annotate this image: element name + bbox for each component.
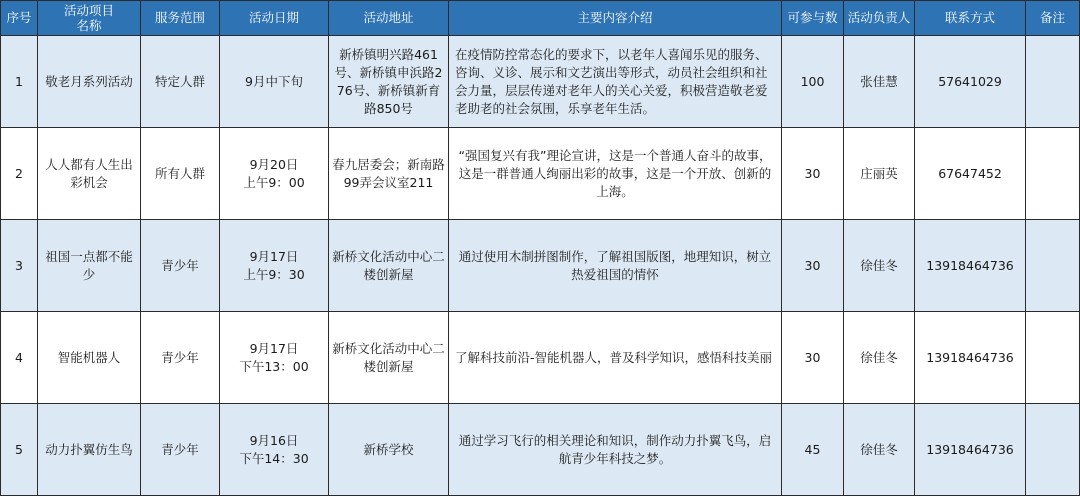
cell-scope: 特定人群 [141,36,220,128]
cell-date [220,36,329,128]
cell-seq: 5 [1,404,38,496]
cell-note [1026,404,1080,496]
cell-address: 新桥文化活动中心二楼创新屋 [329,312,449,404]
cell-date-line2: 上午9：00 [243,174,305,190]
cell-name: 人人都有人生出彩机会 [38,128,141,220]
header-content: 主要内容介绍 [449,1,782,36]
cell-date-line1: 9月17日 [249,248,299,264]
cell-address: 新桥文化活动中心二楼创新屋 [329,220,449,312]
cell-contact: 57641029 [915,36,1026,128]
header-name-line2: 名称 [76,18,102,33]
cell-address: 春九居委会；新南路99弄会议室211 [329,128,449,220]
cell-address: 新桥学校 [329,404,449,496]
header-name [38,1,141,36]
cell-date-line2: 上午9：30 [243,266,305,282]
header-name-line1: 活动项目 [63,3,114,18]
cell-date [220,128,329,220]
cell-content [449,220,782,312]
cell-content [449,128,782,220]
cell-date-line1: 9月20日 [249,156,299,172]
cell-seq: 1 [1,36,38,128]
cell-leader: 张佳慧 [844,36,915,128]
header-capacity: 可参与数 [782,1,844,36]
cell-note [1026,36,1080,128]
cell-content-text: 通过学习飞行的相关理论和知识，制作动力扑翼飞鸟，启航青少年科技之梦。 [458,432,772,466]
cell-date [220,312,329,404]
cell-name: 智能机器人 [38,312,141,404]
cell-note [1026,128,1080,220]
cell-date-line2: 下午14：30 [239,450,309,466]
cell-note [1026,312,1080,404]
cell-contact: 13918464736 [915,220,1026,312]
cell-leader: 徐佳冬 [844,220,915,312]
cell-seq: 3 [1,220,38,312]
cell-scope: 青少年 [141,404,220,496]
cell-leader: 徐佳冬 [844,404,915,496]
header-seq: 序号 [1,1,38,36]
cell-capacity: 45 [782,404,844,496]
cell-contact: 67647452 [915,128,1026,220]
header-row [1,1,1080,36]
cell-content-text: “强国复兴有我”理论宣讲，这是一个普通人奋斗的故事，这是一群普通人绚丽出彩的故事，这是一个开放、创新的上海。 [458,147,772,199]
cell-content: 了解科技前沿-智能机器人，普及科学知识，感悟科技美丽 [449,312,782,404]
cell-contact: 13918464736 [915,312,1026,404]
cell-date-line2: 下午13：00 [239,358,309,374]
cell-note [1026,220,1080,312]
cell-capacity: 30 [782,312,844,404]
cell-name: 敬老月系列活动 [38,36,141,128]
table-row [1,220,1080,312]
header-leader: 活动负责人 [844,1,915,36]
cell-content-text: 通过使用木制拼图制作，了解祖国版图，地理知识，树立热爱祖国的情怀 [458,248,772,282]
cell-name: 祖国一点都不能少 [38,220,141,312]
table-row [1,36,1080,128]
cell-content [449,404,782,496]
cell-seq: 4 [1,312,38,404]
cell-leader: 庄丽英 [844,128,915,220]
cell-date [220,220,329,312]
table-row [1,404,1080,496]
header-contact: 联系方式 [915,1,1026,36]
header-date: 活动日期 [220,1,329,36]
cell-content: 在疫情防控常态化的要求下，以老年人喜闻乐见的服务、咨询、义诊、展示和文艺演出等形式，动员社会组织和社会力量，层层传递对老年人的关心关爱，积极营造敬老爱老助老的社会氛围，乐享老年生活。 [449,36,782,128]
cell-contact: 13918464736 [915,404,1026,496]
table-row [1,128,1080,220]
cell-scope: 所有人群 [141,128,220,220]
cell-capacity: 30 [782,220,844,312]
cell-scope: 青少年 [141,312,220,404]
cell-date-line1: 9月中下旬 [245,73,303,89]
header-note: 备注 [1026,1,1080,36]
cell-capacity: 30 [782,128,844,220]
cell-leader: 徐佳冬 [844,312,915,404]
cell-scope: 青少年 [141,220,220,312]
cell-seq: 2 [1,128,38,220]
cell-date-line1: 9月17日 [249,340,299,356]
cell-date [220,404,329,496]
cell-name: 动力扑翼仿生鸟 [38,404,141,496]
cell-capacity: 100 [782,36,844,128]
cell-address: 新桥镇明兴路461号、新桥镇申浜路276号、新桥镇新育路850号 [329,36,449,128]
table-row [1,312,1080,404]
cell-date-line1: 9月16日 [249,432,299,448]
header-address: 活动地址 [329,1,449,36]
header-scope: 服务范围 [141,1,220,36]
